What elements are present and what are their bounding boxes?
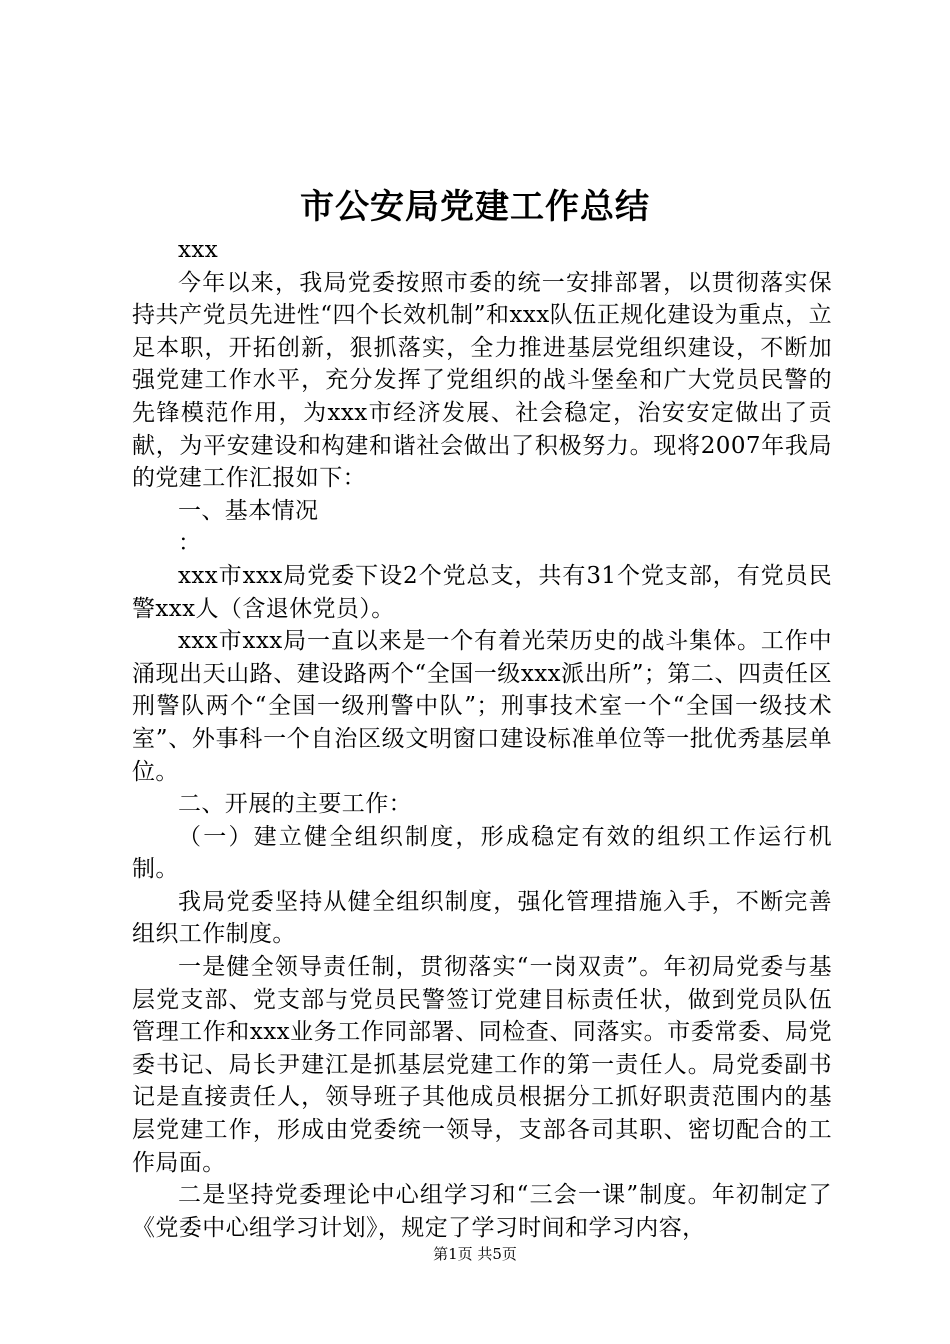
section-heading-main-work: 二、开展的主要工作： — [178, 791, 412, 818]
section-heading-basic-situation: 一、基本情况 — [178, 497, 319, 524]
paragraph-honors: xxx市xxx局一直以来是一个有着光荣历史的战斗集体。工作中涌现出天山路、建设路两个“全国一级xxx派出所”；第二、四责任区刑警队两个“全国一级刑警中队”；刑事技术室一个“全国一级技术室”、外事科一个自治区级文明窗口建设标准单位等一批优秀基层单位。 — [132, 628, 832, 785]
author-line: xxx — [178, 237, 219, 263]
paragraph-study-system: 二是坚持党委理论中心组学习和“三会一课”制度。年初制定了《党委中心组学习计划》，规定了学习时间和学习内容， — [132, 1182, 832, 1241]
colon-line: ： — [178, 530, 202, 557]
document-title: 市公安局党建工作总结 — [300, 187, 650, 227]
paragraph-organization-system: 我局党委坚持从健全组织制度，强化管理措施入手，不断完善组织工作制度。 — [132, 888, 832, 948]
paragraph-party-structure: xxx市xxx局党委下设2个党总支，共有31个党支部，有党员民警xxx人（含退休党员）。 — [132, 562, 832, 622]
document-body — [132, 234, 832, 1244]
intro-paragraph: 今年以来，我局党委按照市委的统一安排部署，以贯彻落实保持共产党员先进性“四个长效机制”和xxx队伍正规化建设为重点，立足本职，开拓创新，狠抓落实，全力推进基层党组织建设，不断加强党建工作水平，充分发挥了党组织的战斗堡垒和广大党员民警的先锋模范作用，为xxx市经济发展、社会稳定，治安安定做出了贡献，为平安建设和构建和谐社会做出了积极努力。现将2007年我局的党建工作汇报如下： — [132, 269, 832, 492]
subsection-heading-one: （一）建立健全组织制度，形成稳定有效的组织工作运行机制。 — [132, 823, 832, 883]
page-footer: 第1页 共5页 — [433, 1245, 517, 1263]
paragraph-responsibility: 一是健全领导责任制，贯彻落实“一岗双责”。年初局党委与基层党支部、党支部与党员民警签订党建目标责任状，做到党员队伍管理工作和xxx业务工作同部署、同检查、同落实。市委常委、局党委书记、局长尹建江是抓基层党建工作的第一责任人。局党委副书记是直接责任人，领导班子其他成员根据分工抓好职责范围内的基层党建工作，形成由党委统一领导，支部各司其职、密切配合的工作局面。 — [132, 954, 832, 1176]
